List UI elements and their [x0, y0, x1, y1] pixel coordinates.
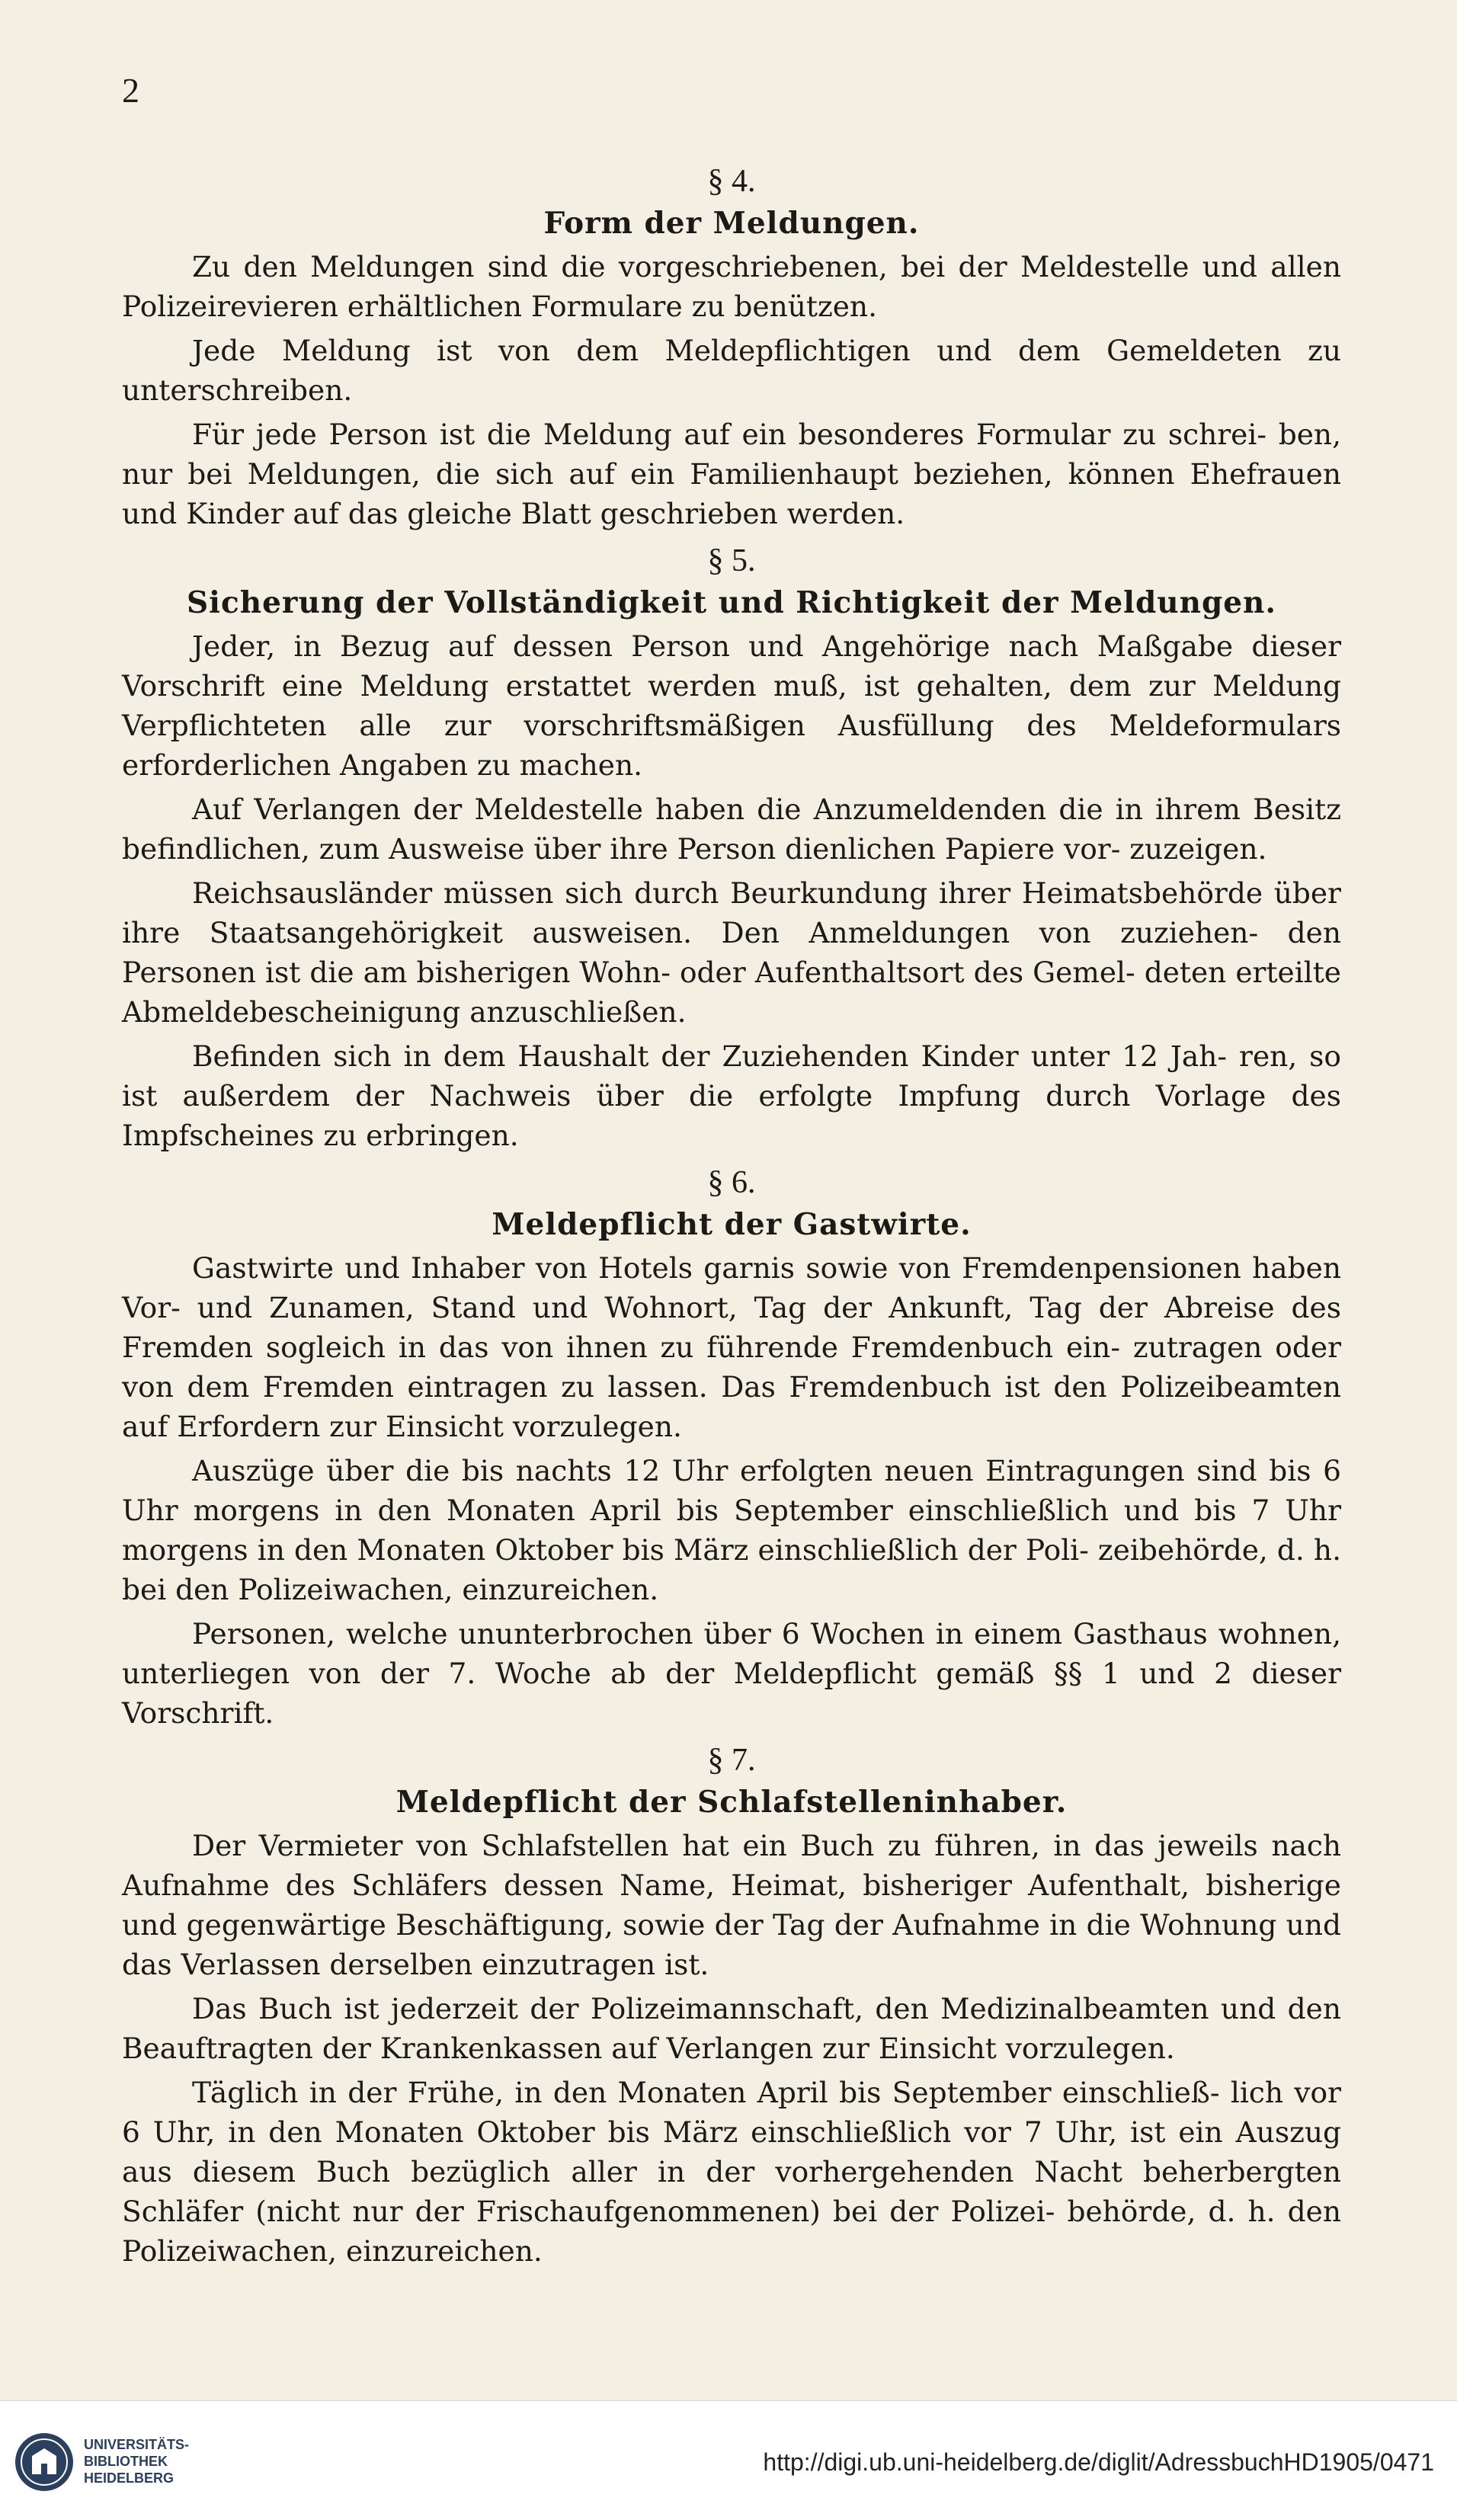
document-body	[122, 160, 1341, 2277]
paragraph: Personen, welche ununterbrochen über 6 Wochen in einem Gasthaus wohnen, unterliegen von der 7. Woche ab der Meldepflicht gemäß §§ 1 und 2 dieser Vorschrift.	[122, 1617, 1341, 1730]
paragraph: Jede Meldung ist von dem Meldepflichtigen und dem Gemeldeten zu unterschreiben.	[122, 334, 1341, 407]
logo-line: BIBLIOTHEK	[84, 2454, 168, 2469]
paragraph: Befinden sich in dem Haushalt der Zuziehenden Kinder unter 12 Jah- ren, so ist außerdem der Nachweis über die erfolgte Impfung durch Vorlage des Impfscheines zu erbringen.	[122, 1039, 1341, 1152]
section-number: § 7.	[707, 1743, 756, 1778]
source-url-link[interactable]: http://digi.ub.uni-heidelberg.de/diglit/AdressbuchHD1905/0471	[763, 2448, 1434, 2476]
page-number: 2	[122, 71, 139, 110]
section-number: § 4.	[707, 164, 756, 199]
paragraph: Reichsausländer müssen sich durch Beurkundung ihrer Heimatsbehörde über ihre Staatsangehörigkeit ausweisen. Den Anmeldungen von zuziehen- den Personen ist die am bisherigen Wohn- oder Aufenthaltsort des Gemel- deten erteilte Abmeldebescheinigung anzuschließen.	[122, 876, 1341, 1029]
logo-wordmark	[84, 2436, 189, 2486]
paragraph: Gastwirte und Inhaber von Hotels garnis sowie von Fremdenpensionen haben Vor- und Zunamen, Stand und Wohnort, Tag der Ankunft, Tag der Abreise des Fremden sogleich in das von ihnen zu führende Fremdenbuch ein- zutragen oder von dem Fremden eintragen zu lassen. Das Fremdenbuch ist den Polizeibeamten auf Erfordern zur Einsicht vorzulegen.	[122, 1251, 1341, 1443]
paragraph: Für jede Person ist die Meldung auf ein besonderes Formular zu schrei- ben, nur bei Meldungen, die sich auf ein Familienhaupt beziehen, können Ehefrauen und Kinder auf das gleiche Blatt geschrieben werden.	[122, 418, 1341, 530]
university-seal-icon	[14, 2430, 75, 2494]
logo-line: HEIDELBERG	[84, 2470, 175, 2486]
library-logo[interactable]	[14, 2430, 212, 2494]
section-7	[122, 1739, 1341, 2271]
paragraph: Das Buch ist jederzeit der Polizeimannschaft, den Medizinalbeamten und den Beauftragten der Krankenkassen auf Verlangen zur Einsicht vorzulegen.	[122, 1992, 1341, 2065]
paragraph: Täglich in der Frühe, in den Monaten April bis September einschließ- lich vor 6 Uhr, in den Monaten Oktober bis März einschließlich vor 7 Uhr, ist ein Auszug aus diesem Buch bezüglich aller in der vorhergehenden Nacht beherbergten Schläfer (nicht nur der Frischaufgenommenen) bei der Polizei- behörde, d. h. den Polizeiwachen, einzureichen.	[122, 2076, 1341, 2268]
section-title: Meldepflicht der Gastwirte.	[492, 1207, 972, 1242]
paragraph: Auf Verlangen der Meldestelle haben die Anzumeldenden die in ihrem Besitz befindlichen, zum Ausweise über ihre Person dienlichen Papiere vor- zuzeigen.	[122, 793, 1341, 866]
section-6	[122, 1161, 1341, 1733]
section-number: § 6.	[707, 1165, 756, 1200]
viewer-footer	[0, 2400, 1457, 2520]
paragraph: Zu den Meldungen sind die vorgeschriebenen, bei der Meldestelle und allen Polizeirevieren erhältlichen Formulare zu benützen.	[122, 250, 1341, 323]
section-title: Sicherung der Vollständigkeit und Richtigkeit der Meldungen.	[187, 585, 1276, 620]
logo-line: UNIVERSITÄTS-	[84, 2437, 190, 2452]
paragraph: Auszüge über die bis nachts 12 Uhr erfolgten neuen Eintragungen sind bis 6 Uhr morgens in den Monaten April bis September einschließlich und bis 7 Uhr morgens in den Monaten Oktober bis März einschließlich der Poli- zeibehörde, d. h. bei den Polizeiwachen, einzureichen.	[122, 1454, 1341, 1606]
section-title: Form der Meldungen.	[543, 206, 920, 241]
section-title: Meldepflicht der Schlafstelleninhaber.	[395, 1785, 1068, 1820]
section-4	[122, 160, 1341, 533]
section-number: § 5.	[707, 543, 756, 578]
section-5	[122, 540, 1341, 1155]
paragraph: Jeder, in Bezug auf dessen Person und Angehörige nach Maßgabe dieser Vorschrift eine Meldung erstattet werden muß, ist gehalten, dem zur Meldung Verpflichteten alle zur vorschriftsmäßigen Ausfüllung des Meldeformulars erforderlichen Angaben zu machen.	[122, 629, 1341, 782]
paragraph: Der Vermieter von Schlafstellen hat ein Buch zu führen, in das jeweils nach Aufnahme des Schläfers dessen Name, Heimat, bisheriger Aufenthalt, bisherige und gegenwärtige Beschäftigung, sowie der Tag der Aufnahme in die Wohnung und das Verlassen derselben einzutragen ist.	[122, 1829, 1341, 1981]
